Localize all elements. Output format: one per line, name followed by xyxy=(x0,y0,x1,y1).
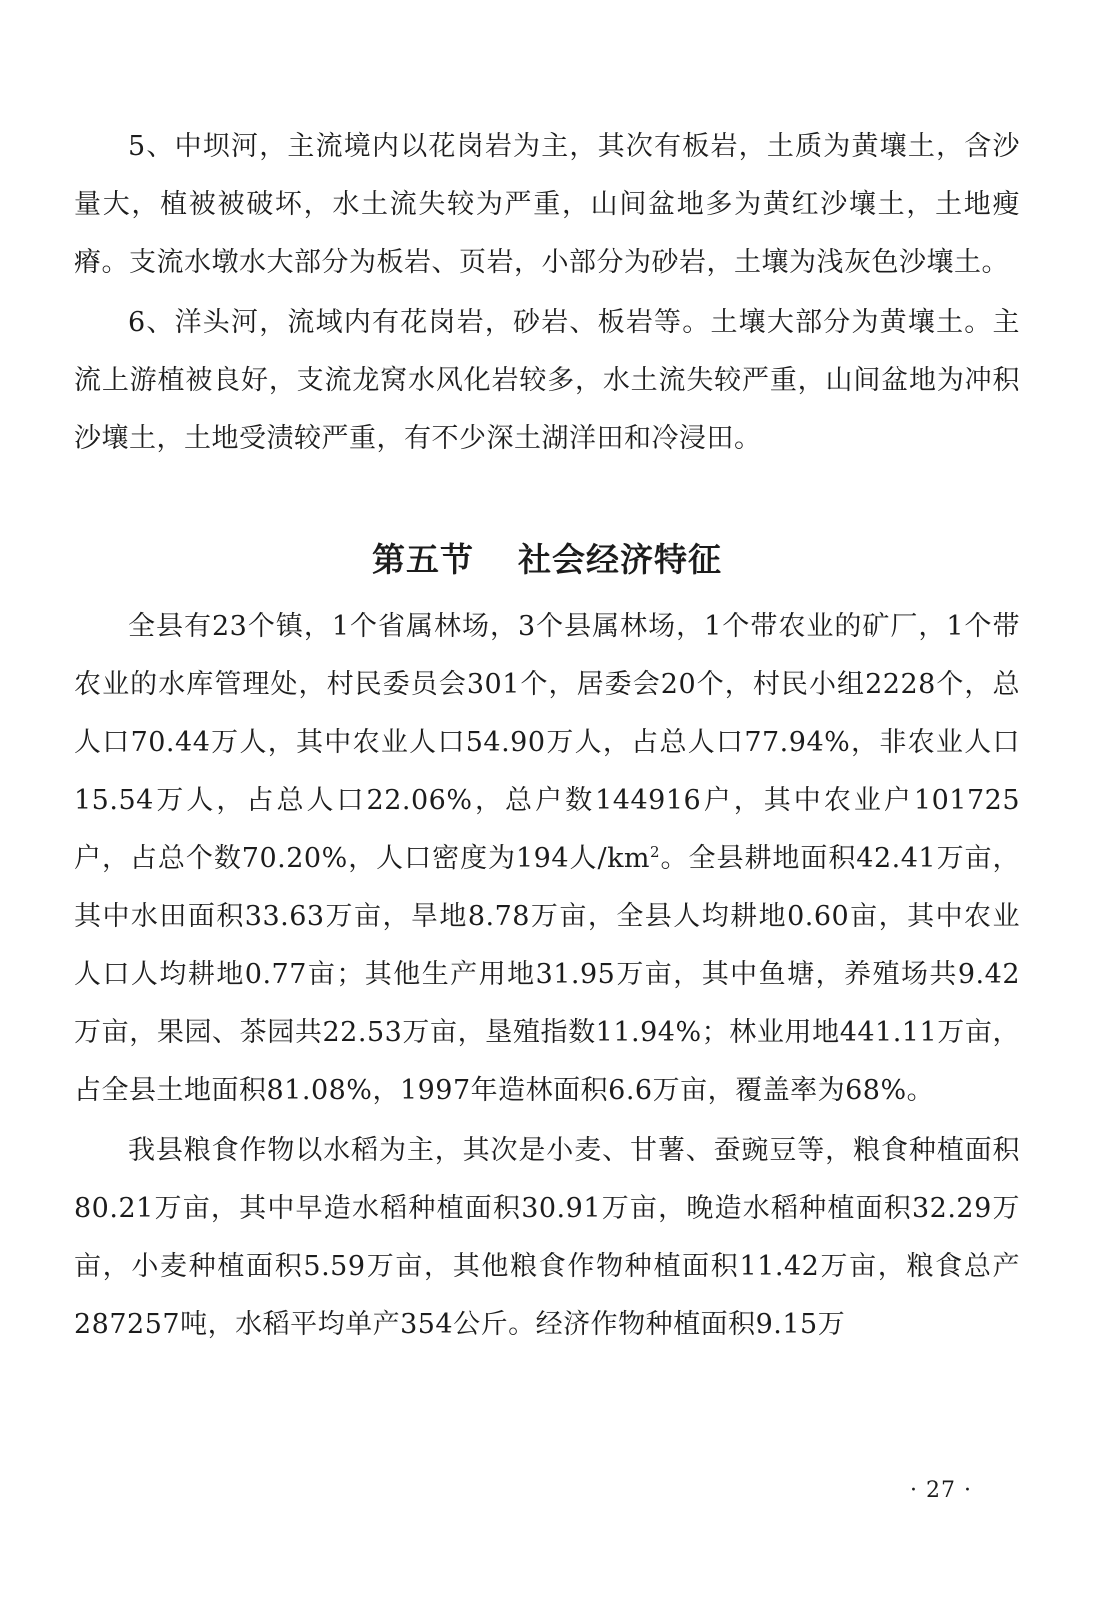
paragraph-yangtou-river: 6、洋头河，流域内有花岗岩，砂岩、板岩等。土壤大部分为黄壤土。主流上游植被良好，支流龙窝水风化岩较多，水土流失较严重，山间盆地为冲积沙壤土，土地受渍较严重，有不少深土湖洋田和冷浸田。 xyxy=(74,307,1020,454)
superscript-2: 2 xyxy=(650,843,661,861)
page-body xyxy=(74,118,1020,1354)
section-title: 社会经济特征 xyxy=(518,540,722,579)
paragraph-grain: 我县粮食作物以水稻为主，其次是小麦、甘薯、蚕豌豆等，粮食种植面积80.21万亩，其中早造水稻种植面积30.91万亩，晚造水稻种植面积32.29万亩，小麦种植面积5.59万亩，其他粮食作物种植面积11.42万亩，粮食总产287257吨，水稻平均单产354公斤。经济作物种植面积9.15万 xyxy=(74,1135,1020,1340)
page-number: · 27 · xyxy=(910,1478,972,1503)
population-text-part2: 。全县耕地面积42.41万亩，其中水田面积33.63万亩，旱地8.78万亩，全县人均耕地0.60亩，其中农业人口人均耕地0.77亩；其他生产用地31.95万亩，其中鱼塘，养殖场共9.42万亩，果园、茶园共22.53万亩，垦殖指数11.94%；林业用地441.11万亩，占全县土地面积81.08%，1997年造林面积6.6万亩，覆盖率为68%。 xyxy=(74,843,1020,1106)
paragraph-population xyxy=(74,598,1020,1120)
section-heading xyxy=(74,530,1020,590)
population-text-part1: 全县有23个镇，1个省属林场，3个县属林场，1个带农业的矿厂，1个带农业的水库管理处，村民委员会301个，居委会20个，村民小组2228个，总人口70.44万人，其中农业人口54.90万人，占总人口77.94%，非农业人口15.54万人，占总人口22.06%，总户数144916户，其中农业户101725户，占总个数70.20%，人口密度为194人/km xyxy=(74,611,1020,874)
paragraph-zhongba-river: 5、中坝河，主流境内以花岗岩为主，其次有板岩，土质为黄壤土，含沙量大，植被被破坏，水土流失较为严重，山间盆地多为黄红沙壤土，土地瘦瘠。支流水墩水大部分为板岩、页岩，小部分为砂岩，土壤为浅灰色沙壤土。 xyxy=(74,131,1020,278)
section-number: 第五节 xyxy=(372,540,474,579)
